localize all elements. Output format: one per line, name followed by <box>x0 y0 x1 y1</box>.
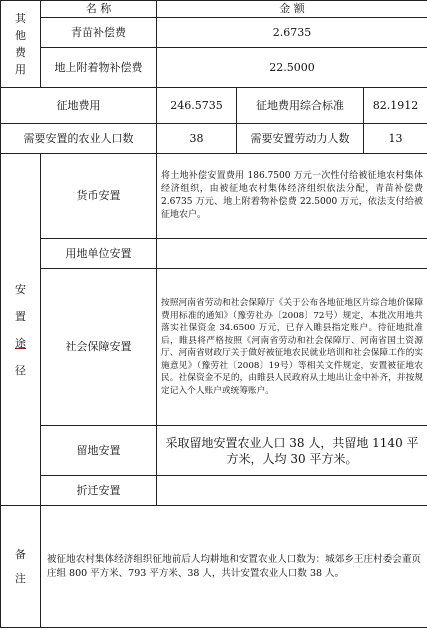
other-fees-side-label <box>1 1 41 88</box>
farm-pop-value: 38 <box>157 124 237 154</box>
side-char: 其 <box>15 12 26 25</box>
side-char: 备 <box>15 547 26 561</box>
land-fee-label: 征地费用 <box>1 88 157 124</box>
reserved-land-label: 留地安置 <box>41 426 157 476</box>
side-char: 径 <box>15 363 26 377</box>
relocation-label: 折迁安置 <box>41 476 157 506</box>
employer-text <box>157 239 427 269</box>
notes-side-label <box>1 506 41 628</box>
side-char: 置 <box>15 309 26 323</box>
side-char: 他 <box>15 29 26 42</box>
side-char: 用 <box>15 63 26 76</box>
fee-name-seedling: 青苗补偿费 <box>41 18 157 48</box>
employer-label: 用地单位安置 <box>41 239 157 269</box>
social-security-label: 社会保障安置 <box>41 269 157 426</box>
fee-name-attachments: 地上附着物补偿费 <box>41 48 157 88</box>
reserved-land-text: 采取留地安置农业人口 38 人，共留地 1140 平方米，人均 30 平方米。 <box>157 426 427 476</box>
relocation-text <box>157 476 427 506</box>
notes-text: 被征地农村集体经济组织征地前后人均耕地和安置农业人口数为：城郊乡王庄村委会董页庄组 800 平方米、793 平方米、38 人，共计安置农业人口数 38 人。 <box>41 506 427 628</box>
monetary-text: 将土地补偿安置费用 186.7500 万元一次性付给被征地农村集体经济组织，由被征地农村集体经济组织依法分配，青苗补偿费 2.6735 万元、地上附着物补偿费 22.5000 万元，依法支付给被征地农户。 <box>157 154 427 239</box>
monetary-label: 货币安置 <box>41 154 157 239</box>
resettlement-side-label <box>1 154 41 506</box>
farm-pop-label: 需要安置的农业人口数 <box>1 124 157 154</box>
fee-amount-attachments: 22.5000 <box>157 48 427 88</box>
side-char: 费 <box>15 46 26 59</box>
side-char: 注 <box>15 571 26 585</box>
standard-label: 征地费用综合标准 <box>237 88 364 124</box>
standard-value: 82.1912 <box>364 88 427 124</box>
labor-value: 13 <box>364 124 427 154</box>
land-fee-value: 246.5735 <box>157 88 237 124</box>
social-security-text: 按照河南省劳动和社会保障厅《关于公布各地征地区片综合地价保障费用标准的通知》（豫劳社办〔2008〕72号）规定，本批次用地共落实社保资金 34.6500 万元，已存入睢县指定账户。待征地批准后，睢县将严格按照《河南省劳动和社会保障厅、河南省国土资源厅、河南省财政厅关于做好被征地农民就业培训和社会保障工作的实施意见》（豫劳社〔2008〕19号）等相关文件规定，安置被征地农民。社保资金不足的，由睢县人民政府从土地出让金中补齐，并按规定记入个人账户或统筹账户。 <box>157 269 427 426</box>
side-char: 安 <box>15 282 26 296</box>
header-amount: 金 额 <box>157 1 427 18</box>
fee-amount-seedling: 2.6735 <box>157 18 427 48</box>
header-name: 名 称 <box>41 1 157 18</box>
side-char: 途 <box>15 336 26 350</box>
labor-label: 需要安置劳动力人数 <box>237 124 364 154</box>
